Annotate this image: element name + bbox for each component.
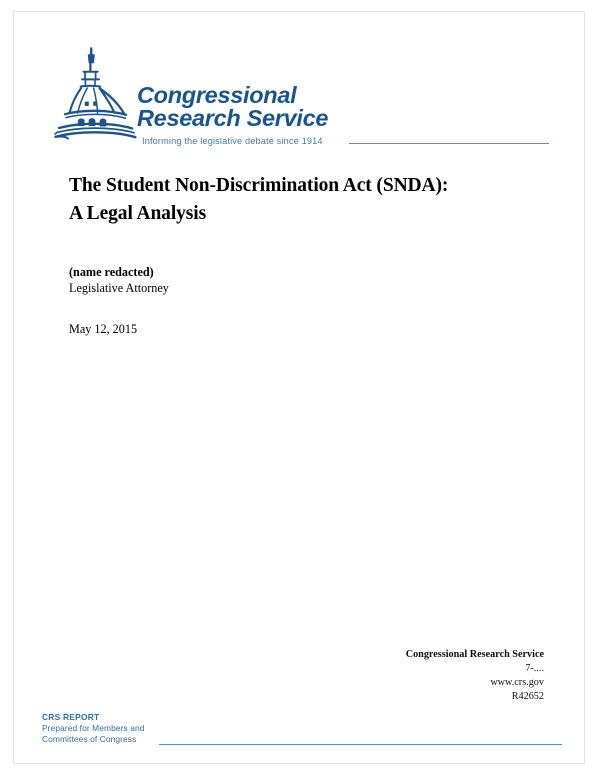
imprint-phone: 7-.... <box>525 663 544 674</box>
imprint-block <box>244 648 544 704</box>
title-line-1: The Student Non-Discrimination Act (SNDA): <box>69 175 449 196</box>
crs-tagline: Informing the legislative debate since 1914 <box>142 136 323 146</box>
page-title <box>69 172 549 228</box>
wordmark-line-congressional: Congressional <box>137 82 297 108</box>
imprint-report-number: R42652 <box>511 691 544 702</box>
report-stamp-title: CRS REPORT <box>42 712 100 722</box>
author-role: Legislative Attorney <box>69 281 169 295</box>
report-stamp-subtitle-1: Prepared for Members and <box>42 723 145 733</box>
report-stamp-divider <box>159 744 562 745</box>
capitol-dome-icon <box>52 46 142 142</box>
report-stamp-subtitle-2: Committees of Congress <box>42 734 137 744</box>
crs-masthead <box>14 12 586 152</box>
document-date: May 12, 2015 <box>69 322 138 336</box>
author-block <box>69 264 469 297</box>
crs-wordmark <box>137 84 347 132</box>
title-line-2: A Legal Analysis <box>69 203 207 224</box>
imprint-organization: Congressional Research Service <box>405 649 544 660</box>
wordmark-line-research-service: Research Service <box>137 105 329 131</box>
imprint-website[interactable]: www.crs.gov <box>490 677 544 688</box>
crs-report-stamp <box>42 712 562 752</box>
author-name: (name redacted) <box>69 265 154 279</box>
masthead-divider <box>349 143 549 144</box>
document-page <box>13 11 585 764</box>
